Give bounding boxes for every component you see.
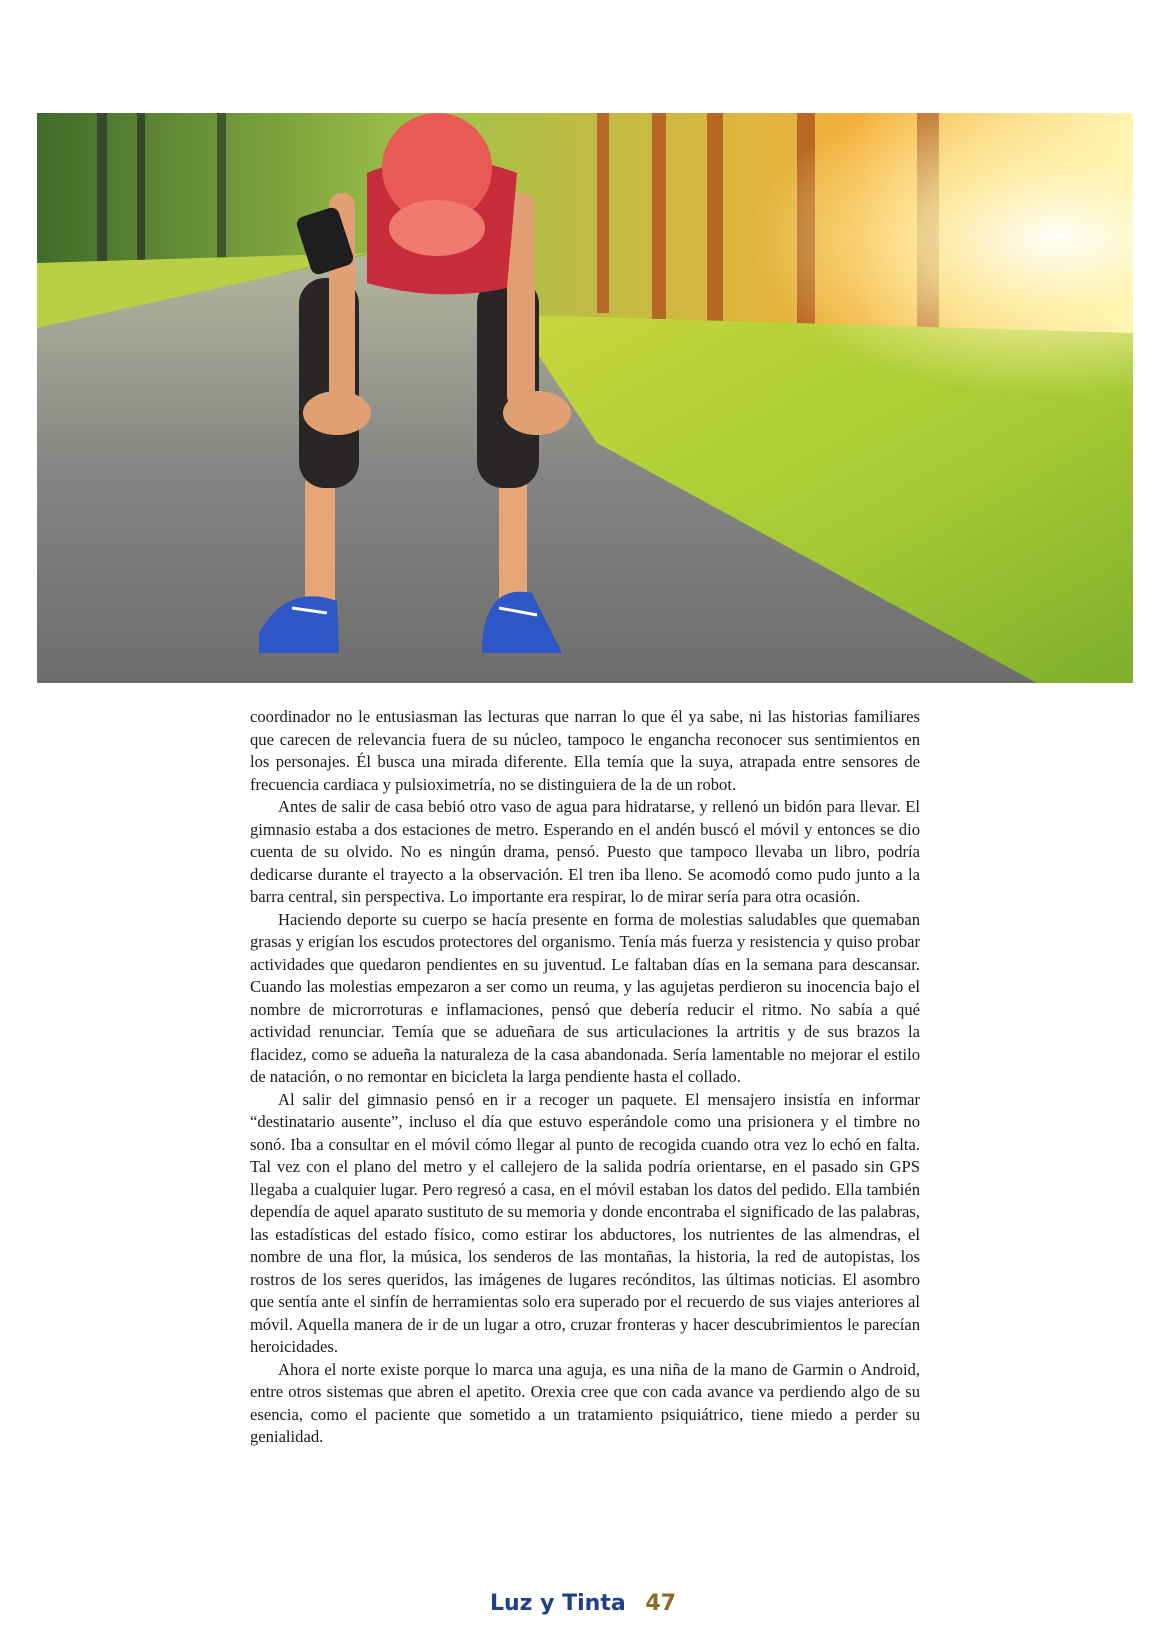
article-paragraph: Al salir del gimnasio pensó en ir a recoger un paquete. El mensajero insistía en informar “destinatario ausente”, incluso el día que estuvo esperándole como una prisionera y el timbre no sonó. Iba a consultar en el móvil cómo llegar al punto de recogida cuando otra vez lo echó en falta. Tal vez con el plano del metro y el callejero de la salida podría orientarse, en el pasado sin GPS llegaba a cualquier lugar. Pero regresó a casa, en el móvil estaban los datos del pedido. Ella también dependía de aquel aparato sustituto de su memoria y donde encontraba el significado de las palabras, las estadísticas del estado físico, como estirar los abductores, los nutrientes de las almendras, el nombre de una flor, la música, los senderos de las montañas, la historia, la red de autopistas, los rostros de los seres queridos, las imágenes de lugares recónditos, las últimas noticias. El asombro que sentía ante el sinfín de herramientas solo era superado por el recuerdo de sus viajes anteriores al móvil. Aquella manera de ir de un lugar a otro, cruzar fronteras y hacer descubrimientos le parecían heroicidades. xyxy=(250,1089,920,1356)
page-number: 47 xyxy=(645,1591,676,1616)
magazine-name: Luz y Tinta xyxy=(489,1591,626,1616)
runner-illustration xyxy=(37,113,1133,683)
article-body xyxy=(250,706,920,1449)
article-photo xyxy=(37,113,1133,683)
article-paragraph: Haciendo deporte su cuerpo se hacía presente en forma de molestias saludables que quemaban grasas y erigían los escudos protectores del organismo. Tenía más fuerza y resistencia y quiso probar actividades que quedaron pendientes en su juventud. Le faltaban días en la semana para descansar. Cuando las molestias empezaron a ser como un reuma, y las agujetas perdieron su inocencia bajo el nombre de microrroturas e inflamaciones, pensó que debería reducir el ritmo. No sabía a qué actividad renunciar. Temía que se adueñara de sus articulaciones la artritis y de sus brazos la flacidez, como se adueña la naturaleza de la casa abandonada. Sería lamentable no mejorar el estilo de natación, o no remontar en bicicleta la larga pendiente hasta el collado. xyxy=(250,909,920,1086)
page-footer xyxy=(0,1591,1166,1616)
article-paragraph: coordinador no le entusiasman las lecturas que narran lo que él ya sabe, ni las historias familiares que carecen de relevancia fuera de su núcleo, tampoco le engancha reconocer sus sentimientos en los personajes. Él busca una mirada diferente. Ella temía que la suya, atrapada entre sensores de frecuencia cardiaca y pulsioximetría, no se distinguiera de la de un robot. xyxy=(250,707,920,794)
article-paragraph: Antes de salir de casa bebió otro vaso de agua para hidratarse, y rellenó un bidón para llevar. El gimnasio estaba a dos estaciones de metro. Esperando en el andén buscó el móvil y entonces se dio cuenta de su olvido. No es ningún drama, pensó. Puesto que tampoco llevaba un libro, podría dedicarse durante el trayecto a la observación. El tren iba lleno. Se acomodó como pudo junto a la barra central, sin perspectiva. Lo importante era respirar, lo de mirar sería para otra ocasión. xyxy=(250,797,920,906)
article-paragraph: Ahora el norte existe porque lo marca una aguja, es una niña de la mano de Garmin o Android, entre otros sistemas que abren el apetito. Orexia cree que con cada avance va perdiendo algo de su esencia, como el paciente que sometido a un tratamiento psiquiátrico, tiene miedo a perder su genialidad. xyxy=(250,1359,920,1446)
